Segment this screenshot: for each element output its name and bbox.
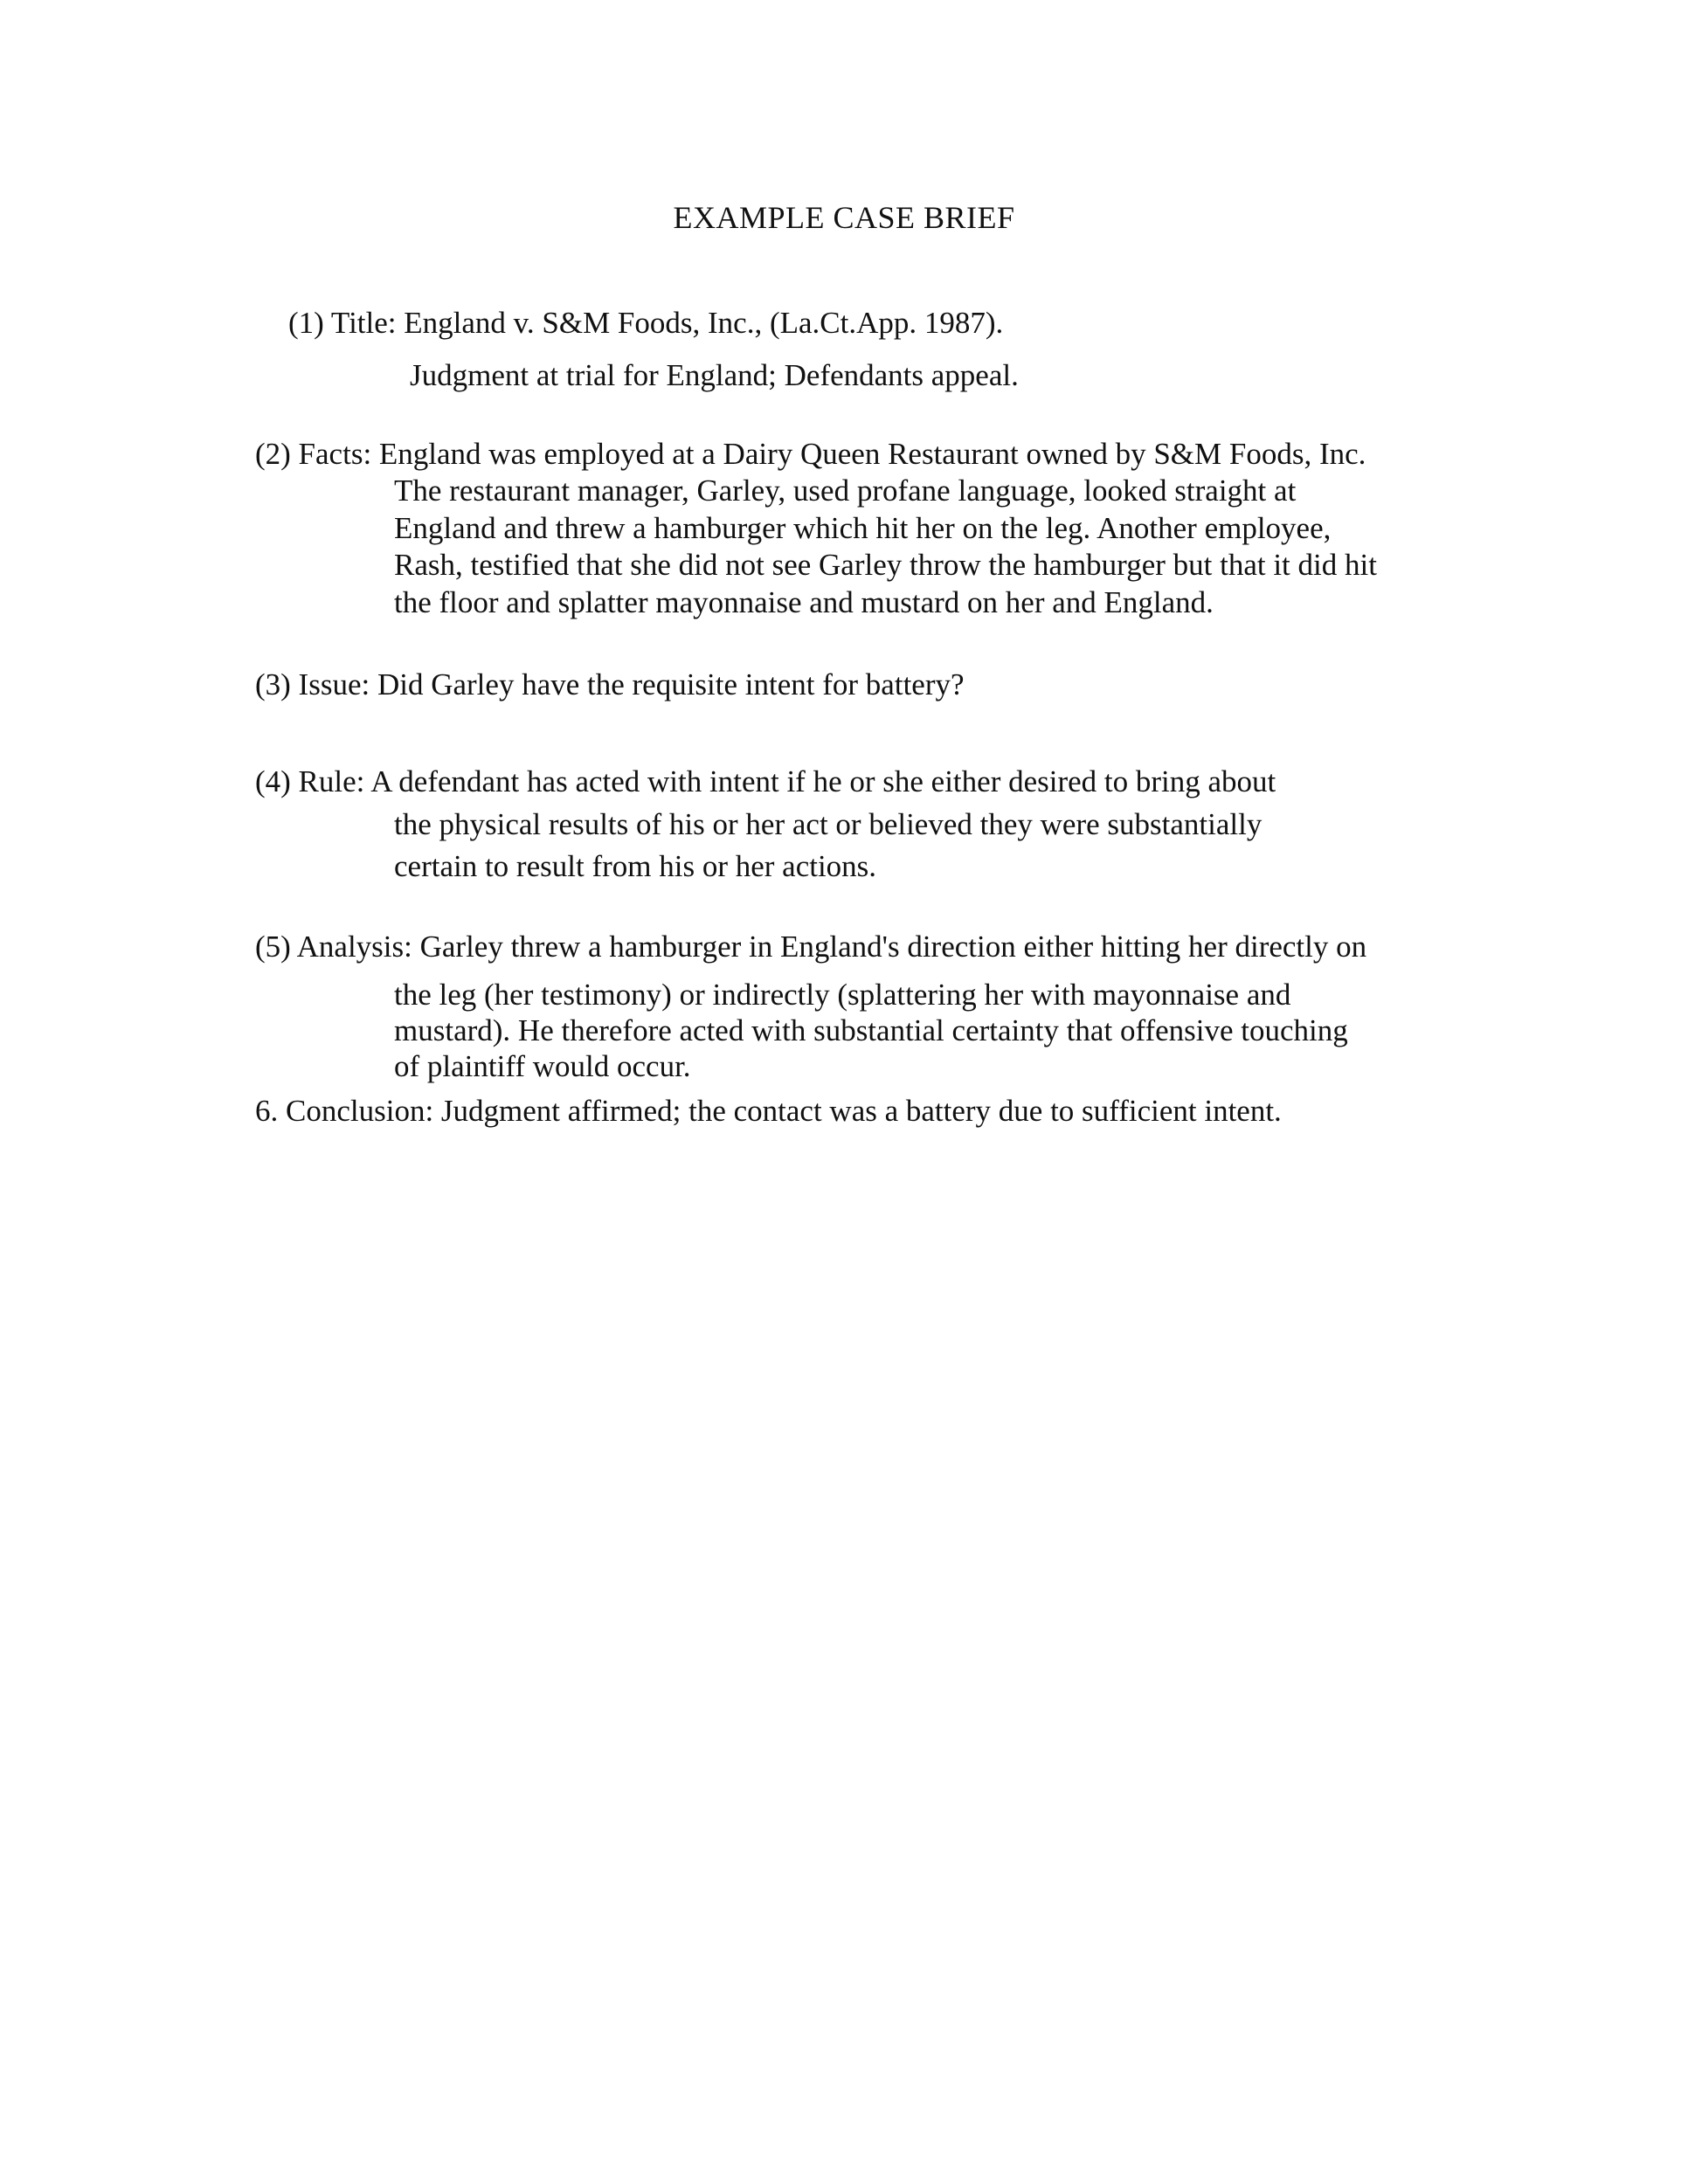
facts-line-2: The restaurant manager, Garley, used profane language, looked straight at [394, 473, 1297, 508]
facts-line-4: Rash, testified that she did not see Garley throw the hamburger but that it did hit [394, 548, 1377, 582]
title-line-2: Judgment at trial for England; Defendants appeal. [410, 358, 1019, 392]
analysis-line-4: of plaintiff would occur. [394, 1049, 691, 1083]
facts-line-3: England and threw a hamburger which hit her on the leg. Another employee, [394, 511, 1332, 545]
issue-line-1: (3) Issue: Did Garley have the requisite intent for battery? [255, 667, 965, 702]
analysis-line-1: (5) Analysis: Garley threw a hamburger in England's direction either hitting her directly on [255, 930, 1367, 964]
title-line-1: (1) Title: England v. S&M Foods, Inc., (La.Ct.App. 1987). [288, 306, 1004, 340]
conclusion-line-1: 6. Conclusion: Judgment affirmed; the contact was a battery due to sufficient intent. [255, 1094, 1282, 1128]
facts-line-1: (2) Facts: England was employed at a Dairy Queen Restaurant owned by S&M Foods, Inc. [255, 437, 1366, 471]
analysis-line-2: the leg (her testimony) or indirectly (splattering her with mayonnaise and [394, 978, 1291, 1012]
facts-line-5: the floor and splatter mayonnaise and mustard on her and England. [394, 585, 1214, 619]
rule-line-3: certain to result from his or her actions. [394, 849, 877, 883]
analysis-line-3: mustard). He therefore acted with substantial certainty that offensive touching [394, 1013, 1348, 1047]
rule-line-2: the physical results of his or her act or believed they were substantially [394, 807, 1263, 841]
rule-line-1: (4) Rule: A defendant has acted with intent if he or she either desired to bring about [255, 764, 1276, 798]
page-title: EXAMPLE CASE BRIEF [673, 200, 1015, 235]
